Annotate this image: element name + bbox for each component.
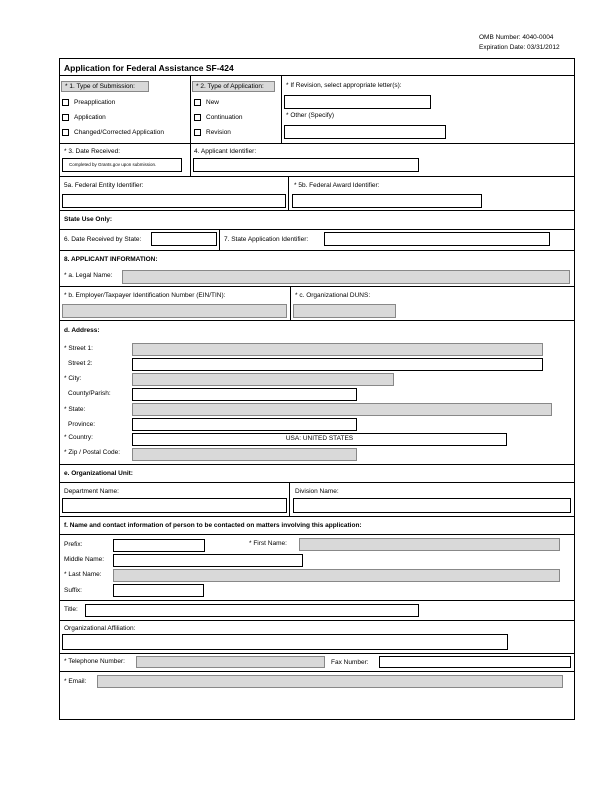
date-received-field: Completed by Grants.gov upon submission. <box>62 158 182 172</box>
federal-entity-label: 5a. Federal Entity Identifier: <box>64 182 144 189</box>
application-label: Application <box>74 114 106 121</box>
county-field[interactable] <box>132 388 357 401</box>
new-checkbox[interactable] <box>194 99 201 106</box>
telephone-label: * Telephone Number: <box>64 658 125 665</box>
email-label: * Email: <box>64 678 87 685</box>
city-field[interactable] <box>132 373 394 386</box>
federal-award-label: * 5b. Federal Award Identifier: <box>294 182 380 189</box>
federal-award-field[interactable] <box>292 194 482 208</box>
zip-label: * Zip / Postal Code: <box>64 449 120 456</box>
applicant-identifier-field[interactable] <box>193 158 419 172</box>
expiration-date: Expiration Date: 03/31/2012 <box>479 44 560 51</box>
first-name-label: * First Name: <box>249 540 287 547</box>
preapplication-checkbox[interactable] <box>62 99 69 106</box>
division-label: Division Name: <box>295 488 339 495</box>
telephone-field[interactable] <box>136 656 325 668</box>
applicant-identifier-label: 4. Applicant Identifier: <box>194 148 257 155</box>
address-section-label: d. Address: <box>64 327 100 334</box>
rule <box>59 250 575 251</box>
middle-name-label: Middle Name: <box>64 556 105 563</box>
state-date-received-label: 6. Date Received by State: <box>64 236 142 243</box>
changed-corrected-checkbox[interactable] <box>62 129 69 136</box>
divider <box>288 176 289 210</box>
middle-name-field[interactable] <box>113 554 303 567</box>
org-unit-section-label: e. Organizational Unit: <box>64 470 133 477</box>
first-name-field[interactable] <box>299 538 560 551</box>
prefix-field[interactable] <box>113 539 205 552</box>
duns-label: * c. Organizational DUNS: <box>295 292 371 299</box>
rule <box>59 671 575 672</box>
form-title: Application for Federal Assistance SF-424 <box>64 63 234 73</box>
changed-corrected-label: Changed/Corrected Application <box>74 129 164 136</box>
omb-number: OMB Number: 4040-0004 <box>479 34 554 41</box>
state-application-id-label: 7. State Application Identifier: <box>224 236 309 243</box>
fax-field[interactable] <box>379 656 571 668</box>
legal-name-field[interactable] <box>122 270 570 284</box>
province-field[interactable] <box>132 418 357 431</box>
state-application-id-field[interactable] <box>324 232 550 246</box>
rule <box>59 75 575 76</box>
divider <box>190 143 191 176</box>
rule <box>59 620 575 621</box>
rule <box>59 143 575 144</box>
title-label: Title: <box>64 606 78 613</box>
legal-name-label: * a. Legal Name: <box>64 272 113 279</box>
division-field[interactable] <box>293 498 571 513</box>
rule <box>59 176 575 177</box>
revision-letters-field[interactable] <box>284 95 431 109</box>
prefix-label: Prefix: <box>64 541 83 548</box>
revision-letters-label: * If Revision, select appropriate letter(s): <box>286 82 402 89</box>
county-label: County/Parish: <box>68 390 111 397</box>
country-field[interactable]: USA: UNITED STATES <box>132 433 507 446</box>
applicant-section-label: 8. APPLICANT INFORMATION: <box>64 256 158 263</box>
preapplication-label: Preapplication <box>74 99 116 106</box>
rule <box>59 516 575 517</box>
rule <box>59 534 575 535</box>
divider <box>219 229 220 250</box>
ein-label: * b. Employer/Taxpayer Identification Number (EIN/TIN): <box>64 292 226 299</box>
new-label: New <box>206 99 220 106</box>
continuation-label: Continuation <box>206 114 243 121</box>
suffix-field[interactable] <box>113 584 204 597</box>
affiliation-label: Organizational Affiliation: <box>64 625 136 632</box>
application-checkbox[interactable] <box>62 114 69 121</box>
divider <box>290 286 291 320</box>
street1-label: * Street 1: <box>64 345 93 352</box>
street1-field[interactable] <box>132 343 543 356</box>
other-specify-label: * Other (Specify) <box>286 112 335 119</box>
state-label: * State: <box>64 406 86 413</box>
department-label: Department Name: <box>64 488 119 495</box>
state-field[interactable] <box>132 403 552 416</box>
country-label: * Country: <box>64 434 93 441</box>
rule <box>59 286 575 287</box>
rule <box>59 210 575 211</box>
divider <box>190 75 191 143</box>
street2-label: Street 2: <box>68 360 93 367</box>
state-date-received-field[interactable] <box>151 232 217 246</box>
contact-section-label: f. Name and contact information of person to be contacted on matters involving this application: <box>64 522 362 529</box>
divider <box>289 482 290 516</box>
city-label: * City: <box>64 375 82 382</box>
email-field[interactable] <box>97 675 563 688</box>
affiliation-field[interactable] <box>62 634 508 650</box>
last-name-label: * Last Name: <box>64 571 102 578</box>
date-received-label: * 3. Date Received: <box>64 148 121 155</box>
ein-field[interactable] <box>62 304 287 318</box>
revision-label: Revision <box>206 129 231 136</box>
rule <box>59 653 575 654</box>
divider <box>281 75 282 143</box>
rule <box>59 320 575 321</box>
continuation-checkbox[interactable] <box>194 114 201 121</box>
federal-entity-field[interactable] <box>62 194 286 208</box>
other-specify-field[interactable] <box>284 125 446 139</box>
department-field[interactable] <box>62 498 287 513</box>
last-name-field[interactable] <box>113 569 560 582</box>
rule <box>59 600 575 601</box>
fax-label: Fax Number: <box>331 659 369 666</box>
suffix-label: Suffix: <box>64 587 82 594</box>
revision-checkbox[interactable] <box>194 129 201 136</box>
submission-type-label: * 1. Type of Submission: <box>61 81 149 92</box>
rule <box>59 229 575 230</box>
street2-field[interactable] <box>132 358 543 371</box>
duns-field[interactable] <box>293 304 396 318</box>
application-type-label: * 2. Type of Application: <box>192 81 275 92</box>
rule <box>59 464 575 465</box>
zip-field[interactable] <box>132 448 357 461</box>
province-label: Province: <box>68 421 96 428</box>
state-use-only-label: State Use Only: <box>64 216 113 223</box>
rule <box>59 482 575 483</box>
title-field[interactable] <box>85 604 419 617</box>
